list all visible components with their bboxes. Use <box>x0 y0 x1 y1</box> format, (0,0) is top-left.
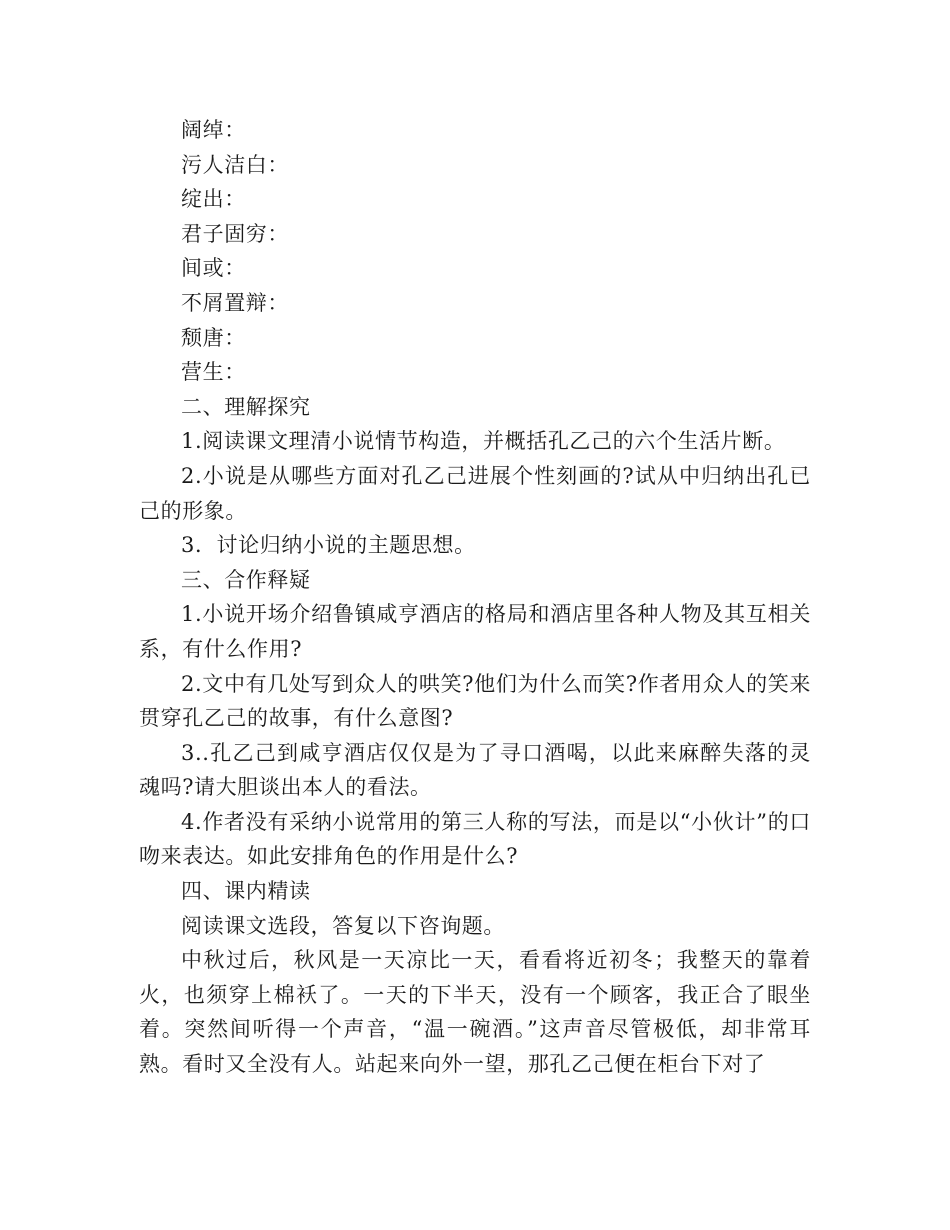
question-paragraph: 2.文中有几处写到众人的哄笑?他们为什么而笑?作者用众人的笑来贯穿孔乙己的故事，有什么意图? <box>139 671 811 731</box>
vocab-item-buxie-zhibian: 不屑置辩： <box>181 290 289 315</box>
question-paragraph: 2.小说是从哪些方面对孔乙己进展个性刻画的?试从中归纳出孔已己的形象。 <box>139 463 811 523</box>
instruction-paragraph: 阅读课文选段，答复以下咨询题。 <box>181 913 505 938</box>
vocab-item-zhanchu: 绽出： <box>181 187 246 212</box>
section-heading-cooperation: 三、合作释疑 <box>181 567 311 592</box>
vocab-item-yingsheng: 营生： <box>181 360 246 385</box>
document-body <box>139 113 811 1082</box>
section-heading-close-reading: 四、课内精读 <box>181 879 311 904</box>
excerpt-paragraph: 中秋过后，秋风是一天凉比一天，看看将近初冬；我整天的靠着火，也须穿上棉袄了。一天的下半天，没有一个顾客，我正合了眼坐着。突然间听得一个声音，“温一碗酒。”这声音尽管极低，却非常耳熟。看时又全没有人。站起来向外一望，那孔乙己便在柜台下对了 <box>139 948 811 1077</box>
question-paragraph: 3．讨论归纳小说的主题思想。 <box>181 533 476 558</box>
question-paragraph: 3..孔乙己到咸亨酒店仅仅是为了寻口酒喝，以此来麻醉失落的灵魂吗?请大胆谈出本人的看法。 <box>139 740 811 800</box>
vocab-item-kuochuo: 阔绰： <box>181 118 246 142</box>
question-paragraph: 4.作者没有采纳小说常用的第三人称的写法，而是以“小伙计”的口吻来表达。如此安排角色的作用是什么? <box>139 809 811 869</box>
question-paragraph: 1.阅读课文理清小说情节构造，并概括孔乙己的六个生活片断。 <box>181 429 786 454</box>
section-heading-understanding: 二、理解探究 <box>181 394 311 419</box>
vocab-item-wurenjiebai: 污人洁白： <box>181 152 289 177</box>
vocab-item-junzigu-qiong: 君子固穷： <box>181 221 289 246</box>
vocab-item-jianhuo: 间或： <box>181 256 246 281</box>
question-paragraph: 1.小说开场介绍鲁镇咸亨酒店的格局和酒店里各种人物及其互相关系，有什么作用? <box>139 602 811 661</box>
vocab-item-tuitang: 颓唐： <box>181 325 246 350</box>
